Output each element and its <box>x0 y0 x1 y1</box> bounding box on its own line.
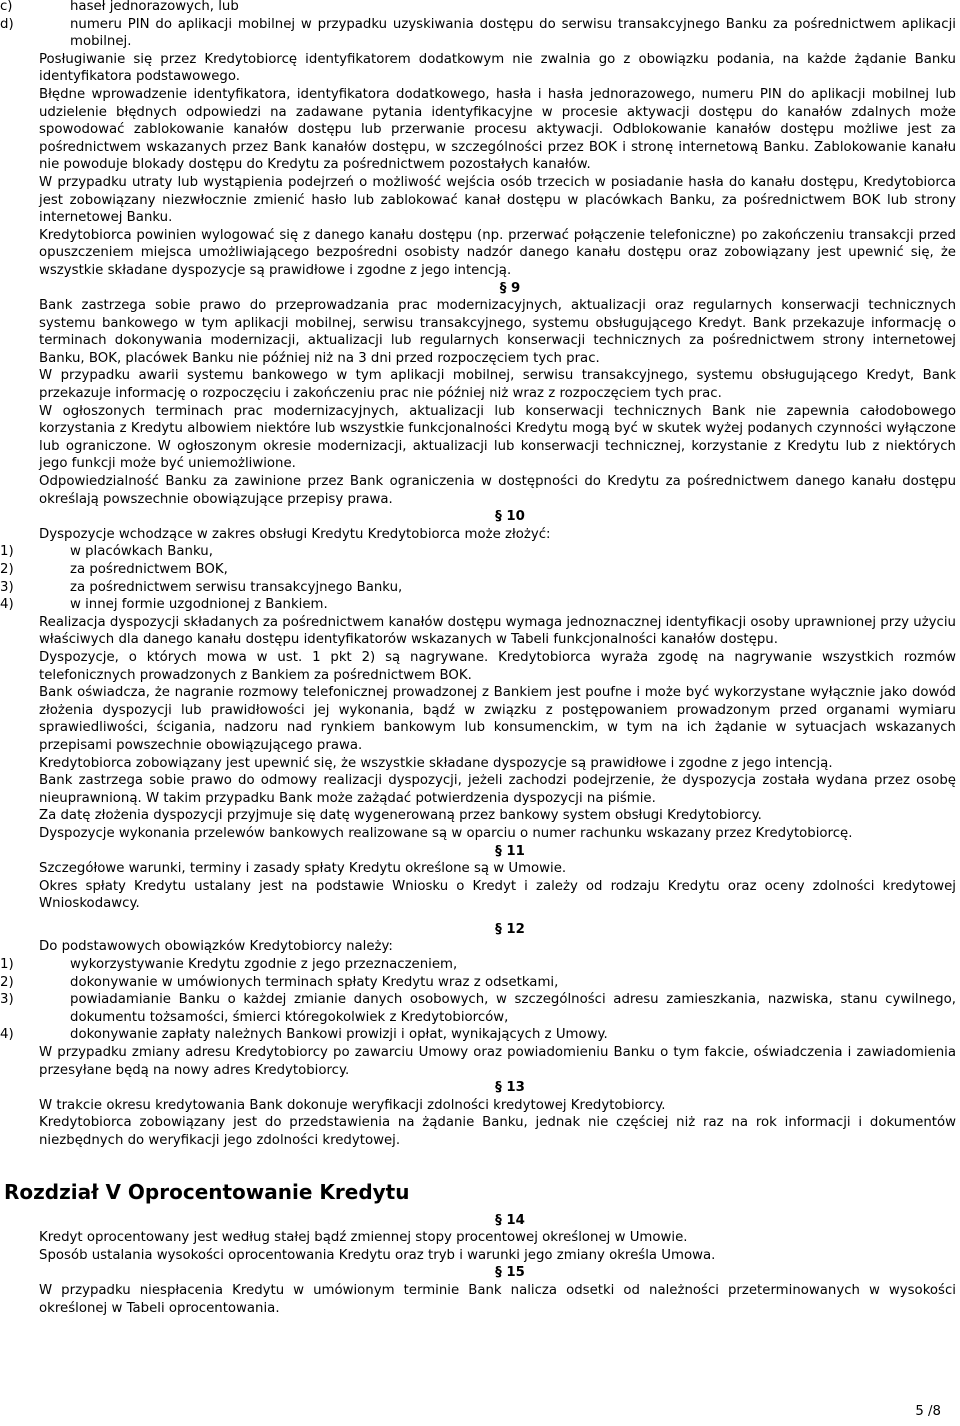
paragraph-text: w innej formie uzgodnionej z Bankiem. <box>70 597 328 613</box>
list-marker: 1) <box>0 957 14 973</box>
list-marker: 3) <box>0 579 14 595</box>
paragraph-text: Bank oświadcza, że nagranie rozmowy telefonicznej prowadzonej z Bankiem jest poufne i może być wykorzystane wyłącznie jako dowód złożenia dyspozycji lub prawidłowości jej wykonania, bądź w związku z postępowaniem prowadzonym przed organami wymiaru sprawiedliwości, ścigania, nadzoru nad rynkiem bankowym lub konsumenckim, w tym na ich żądanie w sytuacjach wskazanych przepisami powszechnie obowiązującego prawa. <box>39 685 956 753</box>
sub-list-item <box>0 974 956 992</box>
paragraph-text: Bank zastrzega sobie prawo do odmowy realizacji dyspozycji, jeżeli zachodzi podejrzenie, że dyspozycja została wydana przez osobę nieuprawnioną. W takim przypadku Bank może zażądać potwierdzenia dyspozycji na piśmie. <box>39 773 956 806</box>
numbered-paragraph <box>4 860 956 878</box>
paragraph-text: dokonywanie w umówionych terminach spłaty Kredytu wraz z odsetkami, <box>70 974 559 990</box>
paragraph-text: W przypadku zmiany adresu Kredytobiorcy po zawarciu Umowy oraz powiadomieniu Banku o tym fakcie, oświadczenia i zawiadomienia przesyłane będą na nowy adres Kredytobiorcy. <box>39 1045 956 1078</box>
sub-list-item <box>0 0 956 16</box>
paragraph-text: Okres spłaty Kredytu ustalany jest na podstawie Wniosku o Kredyt i zależy od rodzaju Kredytu oraz oceny zdolności kredytowej Wnioskodawcy. <box>39 878 956 912</box>
sub-list-item <box>0 1026 956 1044</box>
numbered-paragraph <box>4 1282 956 1317</box>
list-marker: 2) <box>0 974 14 990</box>
section-heading: § 11 <box>495 843 525 859</box>
numbered-paragraph <box>4 878 956 913</box>
numbered-paragraph <box>4 473 956 508</box>
chapter-heading: Rozdział V Oprocentowanie Kredytu <box>4 1179 410 1204</box>
page-number: 5 /8 <box>915 1404 941 1419</box>
section-heading: § 14 <box>495 1212 525 1228</box>
paragraph-text: Za datę złożenia dyspozycji przyjmuje się datę wygenerowaną przez bankowy system obsługi Kredytobiorcy. <box>39 808 762 824</box>
numbered-paragraph <box>4 1044 956 1079</box>
list-marker: d) <box>0 16 14 32</box>
paragraph-text: dokonywanie zapłaty należnych Bankowi prowizji i opłat, wynikających z Umowy. <box>70 1027 608 1043</box>
paragraph-text: Sposób ustalania wysokości oprocentowania Kredytu oraz tryb i warunki jego zmiany określa Umowa. <box>39 1247 716 1263</box>
paragraph-text: Bank zastrzega sobie prawo do przeprowadzania prac modernizacyjnych, aktualizacji oraz regularnych konserwacji technicznych systemu bankowego w tym aplikacji mobilnej, serwisu transakcyjnego, systemu obsługującego Kredyt. Bank przekazuje informację o terminach dokonywania modernizacji, aktualizacji lub regularnych konserwacji technicznych za pośrednictwem strony internetowej Banku, BOK, placówek Banku nie później niż na 3 dni przed rozpoczęciem tych prac. <box>39 298 956 366</box>
paragraph-text: Kredyt oprocentowany jest według stałej bądź zmiennej stopy procentowej określonej w Umowie. <box>39 1230 688 1246</box>
sub-list-item <box>0 543 956 561</box>
numbered-paragraph <box>4 51 956 86</box>
numbered-paragraph <box>4 772 956 807</box>
numbered-paragraph <box>4 227 956 280</box>
numbered-paragraph <box>4 367 956 402</box>
paragraph-text: Odpowiedzialność Banku za zawinione przez Bank ograniczenia w dostępności do Kredytu za pośrednictwem danego kanału dostępu określają powszechnie obowiązujące przepisy prawa. <box>39 474 956 507</box>
numbered-paragraph <box>4 755 956 773</box>
sub-list-item <box>0 16 956 51</box>
numbered-paragraph <box>4 938 956 956</box>
numbered-paragraph <box>4 649 956 684</box>
section-heading: § 15 <box>495 1265 525 1281</box>
paragraph-text: W przypadku awarii systemu bankowego w tym aplikacji mobilnej, serwisu transakcyjnego, systemu obsługującego Kredyt, Bank przekazuje informację o rozpoczęciu i zakończeniu prac nie później niż wraz z rozpoczęciem tych prac. <box>39 368 956 402</box>
numbered-paragraph <box>4 1097 956 1115</box>
paragraph-text: Do podstawowych obowiązków Kredytobiorcy należy: <box>39 939 393 955</box>
paragraph-text: W trakcie okresu kredytowania Bank dokonuje weryfikacji zdolności kredytowej Kredytobiorcy. <box>39 1097 666 1113</box>
paragraph-text: haseł jednorazowych, lub <box>70 0 239 14</box>
section-heading: § 9 <box>499 280 521 296</box>
list-marker: c) <box>0 0 13 14</box>
numbered-paragraph <box>4 1247 956 1265</box>
section-heading: § 12 <box>495 921 525 937</box>
numbered-paragraph <box>4 614 956 649</box>
paragraph-text: Kredytobiorca powinien wylogować się z danego kanału dostępu (np. przerwać połączenie telefoniczne) po zakończeniu transakcji przed opuszczeniem miejsca umożliwiającego bezpośredni osobisty nadzór danego kanału dostępu oraz zobowiązany jest upewnić się, że wszystkie składane dyspozycje są prawidłowe i zgodne z jego intencją. <box>39 227 956 278</box>
paragraph-text: Kredytobiorca zobowiązany jest upewnić się, że wszystkie składane dyspozycje są prawidłowe i zgodne z jego intencją. <box>39 755 833 771</box>
section-heading: § 10 <box>495 509 525 525</box>
paragraph-text: W ogłoszonych terminach prac modernizacyjnych, aktualizacji lub konserwacji technicznych Bank nie zapewnia całodobowego korzystania z Kredytu albowiem niektóre lub wszystkie funkcjonalności Kredytu mogą być w skutek wyżej podanych czynności wyłączone lub ograniczone. W ogłoszonym okresie modernizacji, aktualizacji lub konserwacji technicznej, korzystanie z Kredytu lub z niektórych jego funkcji może być uniemożliwione. <box>39 403 956 472</box>
paragraph-text: W przypadku utraty lub wystąpienia podejrzeń o możliwość wejścia osób trzecich w posiadanie hasła do kanału dostępu, Kredytobiorca jest zobowiązany niezwłocznie zmienić hasło lub zablokować kanał dostępu w placówkach Banku, za pośrednictwem BOK lub strony internetowej Banku. <box>39 174 956 226</box>
numbered-paragraph <box>4 174 956 227</box>
numbered-paragraph <box>4 825 956 843</box>
list-marker: 3) <box>0 992 14 1008</box>
paragraph-text: Dyspozycje wykonania przelewów bankowych realizowane są w oparciu o numer rachunku wskazany przez Kredytobiorcę. <box>39 825 853 841</box>
numbered-paragraph <box>4 297 956 367</box>
paragraph-text: Szczegółowe warunki, terminy i zasady spłaty Kredytu określone są w Umowie. <box>39 861 567 877</box>
paragraph-text: Posługiwanie się przez Kredytobiorcę identyfikatorem dodatkowym nie zwalnia go z obowiązku podania, na każde żądanie Banku identyfikatora podstawowego. <box>39 51 956 85</box>
list-marker: 2) <box>0 562 14 577</box>
paragraph-text: w placówkach Banku, <box>70 544 213 560</box>
paragraph-text: Realizacja dyspozycji składanych za pośrednictwem kanałów dostępu wymaga jednoznacznej identyfikacji osoby uprawnionej przy użyciu właściwych dla danego kanału dostępu identyfikatorów wskazanych w Tabeli funkcjonalności kanałów dostępu. <box>39 614 956 648</box>
paragraph-text: Dyspozycje wchodzące w zakres obsługi Kredytu Kredytobiorca może złożyć: <box>39 526 551 542</box>
section-heading: § 13 <box>495 1080 525 1096</box>
paragraph-text: numeru PIN do aplikacji mobilnej w przypadku uzyskiwania dostępu do serwisu transakcyjnego Banku za pośrednictwem aplikacji mobilnej. <box>70 16 956 50</box>
sub-list-item <box>0 991 956 1026</box>
numbered-paragraph <box>4 807 956 825</box>
list-marker: 4) <box>0 597 14 613</box>
numbered-paragraph <box>4 403 956 473</box>
sub-list-item <box>0 956 956 974</box>
numbered-paragraph <box>4 1114 956 1149</box>
list-marker: 1) <box>0 544 14 560</box>
paragraph-text: Dyspozycje, o których mowa w ust. 1 pkt 2) są nagrywane. Kredytobiorca wyraża zgodę na nagrywanie wszystkich rozmów telefonicznych prowadzonych z Bankiem za pośrednictwem BOK. <box>39 649 956 683</box>
sub-list-item <box>0 596 956 614</box>
paragraph-text: powiadamianie Banku o każdej zmianie danych osobowych, w szczególności adresu zamieszkania, nazwiska, stanu cywilnego, dokumentu tożsamości, śmierci któregokolwiek z Kredytobiorców, <box>70 992 956 1025</box>
list-marker: 4) <box>0 1027 14 1043</box>
numbered-paragraph <box>4 526 956 544</box>
sub-list-item <box>0 579 956 597</box>
numbered-paragraph <box>4 1229 956 1247</box>
sub-list-item <box>0 561 956 579</box>
paragraph-text: Błędne wprowadzenie identyfikatora, identyfikatora dodatkowego, hasła i hasła jednorazowego, numeru PIN do aplikacji mobilnej lub udzielenie błędnych odpowiedzi na zadawane pytania identyfikacyjne w procesie aktywacji dostępu do kanałów zdalnych może spowodować zablokowanie kanałów dostępu lub przerwanie procesu aktywacji. Odblokowanie kanałów dostępu możliwe jest za pośrednictwem wskazanych przez Bank kanałów dostępu, w szczególności przez BOK i stronę internetową Banku. Zablokowanie kanału nie powoduje blokady dostępu do Kredytu za pośrednictwem pozostałych kanałów. <box>39 86 956 173</box>
paragraph-text: W przypadku niespłacenia Kredytu w umówionym terminie Bank nalicza odsetki od należności przeterminowanych w wysokości określonej w Tabeli oprocentowania. <box>39 1282 956 1316</box>
numbered-paragraph <box>4 86 956 174</box>
paragraph-text: za pośrednictwem BOK, <box>70 562 228 577</box>
paragraph-text: wykorzystywanie Kredytu zgodnie z jego przeznaczeniem, <box>70 957 458 973</box>
paragraph-text: Kredytobiorca zobowiązany jest do przedstawienia na żądanie Banku, jednak nie częściej niż raz na rok informacji i dokumentów niezbędnych do weryfikacji jego zdolności kredytowej. <box>39 1115 956 1148</box>
numbered-paragraph <box>4 684 956 754</box>
paragraph-text: za pośrednictwem serwisu transakcyjnego Banku, <box>70 579 403 595</box>
